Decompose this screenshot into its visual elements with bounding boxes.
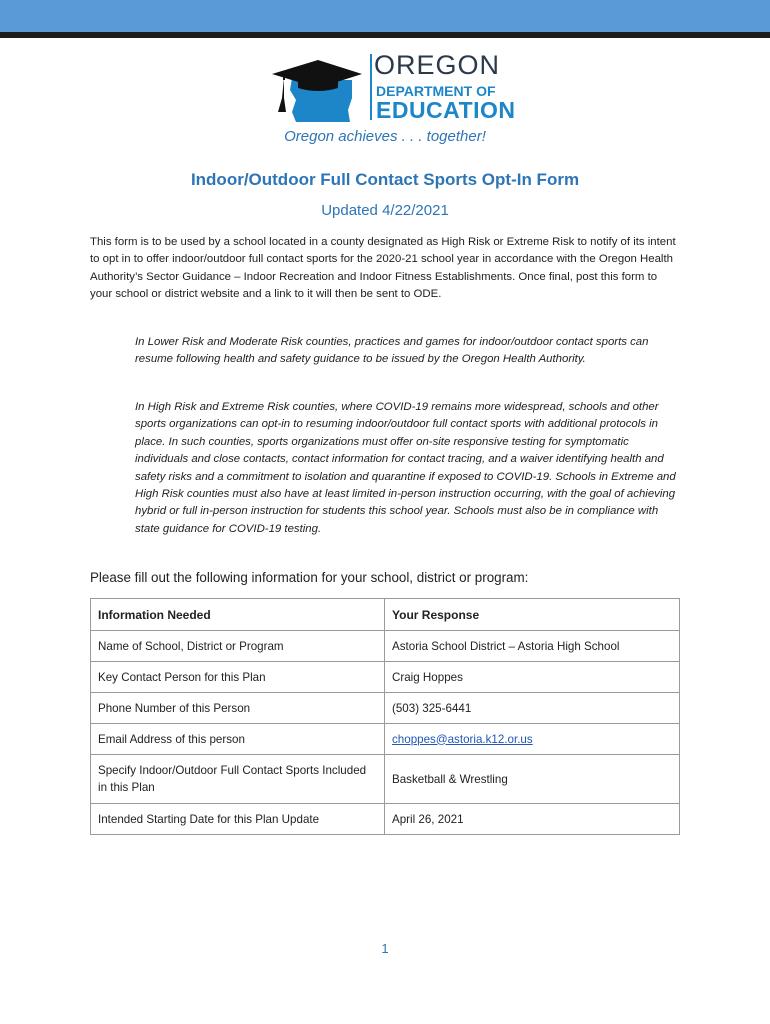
row-label: Key Contact Person for this Plan	[91, 662, 385, 693]
intro-paragraph: This form is to be used by a school located in a county designated as High Risk or Extreme Risk to notify of its intent to opt in to offer indoor/outdoor full contact sports for the 2020-21 school year in accordance with the Oregon Health Authority’s Sector Guidance – Indoor Recreation and Indoor Fitness Establishments. Once final, post this form to your school or district website and a link to it will then be sent to ODE.	[90, 236, 676, 301]
logo-oregon-text: OREGON	[374, 50, 501, 80]
page-number: 1	[381, 941, 389, 956]
guidance-quote-lower-risk: In Lower Risk and Moderate Risk counties, practices and games for indoor/outdoor contact sports can resume following health and safety guidance to be issued by the Oregon Health Authority.	[135, 336, 649, 366]
header-your-response: Your Response	[385, 599, 680, 631]
table-header-row	[91, 599, 680, 631]
form-title: Indoor/Outdoor Full Contact Sports Opt-In Form	[190, 170, 580, 189]
row-label: Phone Number of this Person	[91, 693, 385, 724]
email-link[interactable]: choppes@astoria.k12.or.us	[392, 732, 533, 746]
row-value: Astoria School District – Astoria High School	[385, 631, 680, 662]
updated-date: Updated 4/22/2021	[321, 202, 449, 219]
fill-prompt: Please fill out the following information for your school, district or program:	[90, 570, 529, 585]
row-value	[385, 724, 680, 755]
row-value: Basketball & Wrestling	[385, 755, 680, 804]
row-label: Name of School, District or Program	[91, 631, 385, 662]
table-row	[91, 693, 680, 724]
table-row	[91, 724, 680, 755]
ode-logo	[262, 50, 516, 130]
table-row	[91, 662, 680, 693]
row-value: Craig Hoppes	[385, 662, 680, 693]
row-value: April 26, 2021	[385, 804, 680, 835]
row-label: Specify Indoor/Outdoor Full Contact Sports Included in this Plan	[91, 755, 385, 804]
tagline: Oregon achieves . . . together!	[284, 128, 486, 145]
table-row	[91, 755, 680, 804]
logo-divider	[370, 54, 372, 120]
guidance-quote-high-risk: In High Risk and Extreme Risk counties, where COVID-19 remains more widespread, schools and other sports organizations can opt-in to resuming indoor/outdoor full contact sports with additional protocols in place. In such counties, sports organizations must offer on-site responsive testing for symptomatic individuals and close contacts, contact information for contact tracing, and a waiver identifying health and safety risks and a commitment to isolation and quarantine if exposed to COVID-19. Schools in Extreme and High Risk counties must also have at least limited in-person instruction occurring, with the goal of achieving hybrid or full in-person instruction for students this school year. Schools must also be in compliance with state guidance for COVID-19 testing.	[135, 401, 676, 535]
header-information-needed: Information Needed	[91, 599, 385, 631]
graduation-cap-oregon-icon	[262, 54, 367, 126]
row-value: (503) 325-6441	[385, 693, 680, 724]
header-rule	[0, 32, 770, 38]
header-band	[0, 0, 770, 32]
logo-education-text: EDUCATION	[376, 97, 516, 123]
logo-department-text: DEPARTMENT OF	[376, 83, 496, 99]
row-label: Email Address of this person	[91, 724, 385, 755]
table-row	[91, 804, 680, 835]
row-label: Intended Starting Date for this Plan Update	[91, 804, 385, 835]
table-row	[91, 631, 680, 662]
information-table	[90, 598, 680, 835]
